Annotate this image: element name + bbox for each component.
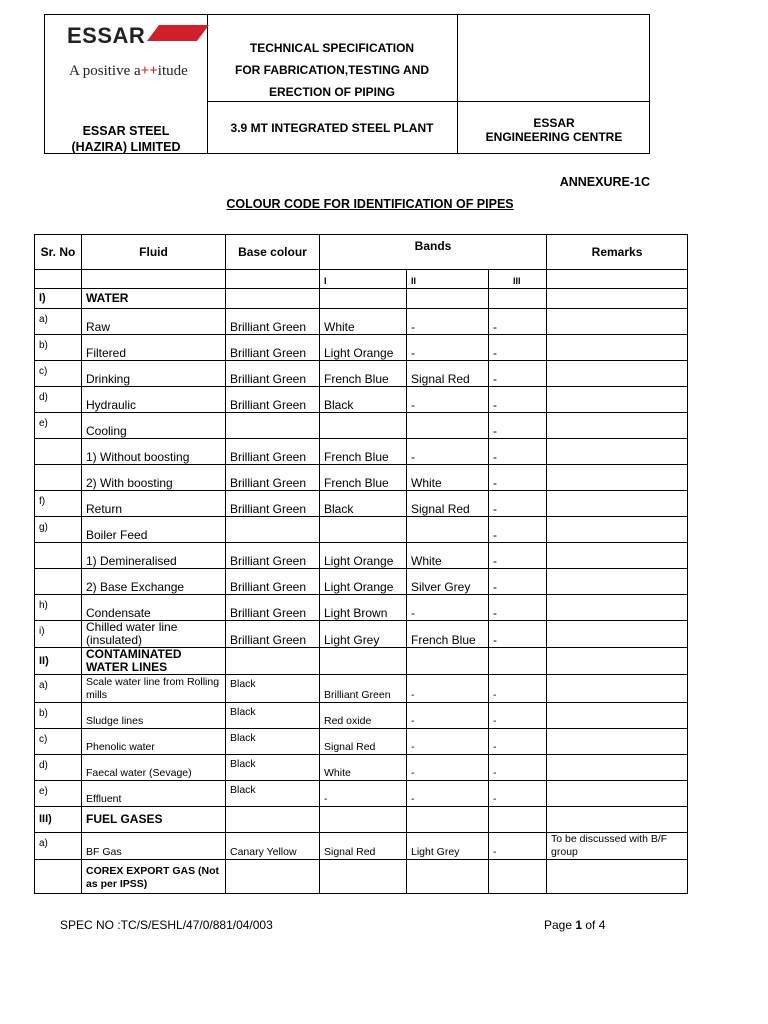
sr-no-cell: e) <box>35 781 82 807</box>
band-i-cell: French Blue <box>320 465 407 491</box>
band-i-cell: White <box>320 309 407 335</box>
base-colour-cell: Brilliant Green <box>226 569 320 595</box>
base-colour-cell <box>226 807 320 833</box>
band-ii-cell: - <box>407 755 489 781</box>
subheader-empty <box>226 270 320 289</box>
spec-title: TECHNICAL SPECIFICATION FOR FABRICATION,TESTING AND ERECTION OF PIPING <box>235 41 429 99</box>
band-i-cell <box>320 517 407 543</box>
colour-code-table <box>34 234 688 894</box>
fluid-cell: Scale water line from Rolling mills <box>82 675 226 703</box>
band-i-cell: Light Orange <box>320 569 407 595</box>
sr-no-cell: a) <box>35 833 82 860</box>
band-i-cell: Black <box>320 491 407 517</box>
table-row <box>35 729 688 755</box>
remarks-cell <box>547 703 688 729</box>
fluid-cell: FUEL GASES <box>82 807 226 833</box>
sr-no-cell: i) <box>35 621 82 648</box>
sr-no-cell: g) <box>35 517 82 543</box>
band-iii-cell: - <box>489 361 547 387</box>
band-ii-cell: Signal Red <box>407 361 489 387</box>
sr-no-cell: b) <box>35 703 82 729</box>
band-ii-cell: White <box>407 465 489 491</box>
fluid-cell: BF Gas <box>82 833 226 860</box>
band-i-cell <box>320 807 407 833</box>
annexure-label: ANNEXURE-1C <box>559 175 650 189</box>
subheader-empty <box>35 270 82 289</box>
section-row <box>35 648 688 675</box>
band-i-cell: Light Brown <box>320 595 407 621</box>
fluid-cell: Filtered <box>82 335 226 361</box>
band-i-cell: Signal Red <box>320 729 407 755</box>
band-iii-cell: - <box>489 439 547 465</box>
fluid-cell: Hydraulic <box>82 387 226 413</box>
sr-no-cell: a) <box>35 309 82 335</box>
table-row <box>35 703 688 729</box>
fluid-cell: 2) With boosting <box>82 465 226 491</box>
section-row <box>35 289 688 309</box>
table-row <box>35 517 688 543</box>
sr-no-cell: I) <box>35 289 82 309</box>
band-i-cell: Light Orange <box>320 335 407 361</box>
table-row <box>35 387 688 413</box>
remarks-cell <box>547 361 688 387</box>
company-name: ESSAR STEEL (HAZIRA) LIMITED <box>71 124 181 154</box>
logo-tagline: A positive a++itude <box>69 63 188 79</box>
sr-no-cell: d) <box>35 755 82 781</box>
base-colour-cell: Black <box>226 729 320 755</box>
remarks-cell <box>547 517 688 543</box>
remarks-cell <box>547 335 688 361</box>
remarks-cell <box>547 309 688 335</box>
band-iii-cell: - <box>489 595 547 621</box>
sr-no-cell: II) <box>35 648 82 675</box>
table-row <box>35 569 688 595</box>
band-iii-cell: - <box>489 335 547 361</box>
table-row <box>35 860 688 894</box>
band-iii-cell: - <box>489 729 547 755</box>
sr-no-cell: b) <box>35 335 82 361</box>
fluid-cell: 1) Without boosting <box>82 439 226 465</box>
fluid-cell: 1) Demineralised <box>82 543 226 569</box>
band-iii-cell: - <box>489 309 547 335</box>
band-ii-cell <box>407 860 489 894</box>
band-ii-cell <box>407 289 489 309</box>
fluid-cell: Raw <box>82 309 226 335</box>
subheader-empty <box>82 270 226 289</box>
band-ii-cell <box>407 648 489 675</box>
band-iii-cell: - <box>489 703 547 729</box>
band-i-cell <box>320 648 407 675</box>
sr-no-cell <box>35 543 82 569</box>
base-colour-cell: Brilliant Green <box>226 439 320 465</box>
table-row <box>35 361 688 387</box>
base-colour-cell: Brilliant Green <box>226 309 320 335</box>
base-colour-cell: Brilliant Green <box>226 465 320 491</box>
table-row <box>35 755 688 781</box>
table-row <box>35 465 688 491</box>
band-iii-cell: - <box>489 755 547 781</box>
sr-no-cell: f) <box>35 491 82 517</box>
sr-no-cell: c) <box>35 729 82 755</box>
fluid-cell: COREX EXPORT GAS (Not as per IPSS) <box>82 860 226 894</box>
band-i-cell: White <box>320 755 407 781</box>
band-i-cell <box>320 413 407 439</box>
remarks-cell <box>547 648 688 675</box>
band-iii-cell: - <box>489 569 547 595</box>
remarks-cell <box>547 439 688 465</box>
band-ii-cell: - <box>407 335 489 361</box>
band-ii-cell: - <box>407 703 489 729</box>
header-band-iii: III <box>489 270 547 289</box>
band-i-cell: Light Orange <box>320 543 407 569</box>
essar-logo <box>67 23 207 83</box>
band-iii-cell: - <box>489 543 547 569</box>
table-row <box>35 621 688 648</box>
base-colour-cell <box>226 289 320 309</box>
header-bands: Bands <box>320 235 547 270</box>
band-iii-cell: - <box>489 621 547 648</box>
logo-stripes-icon <box>145 25 209 53</box>
header-fluid: Fluid <box>82 235 226 270</box>
band-iii-cell <box>489 648 547 675</box>
band-iii-cell: - <box>489 413 547 439</box>
base-colour-cell: Black <box>226 755 320 781</box>
band-i-cell: Red oxide <box>320 703 407 729</box>
band-iii-cell <box>489 860 547 894</box>
header-sr-no: Sr. No <box>35 235 82 270</box>
table-row <box>35 335 688 361</box>
band-ii-cell <box>407 413 489 439</box>
fluid-cell: Condensate <box>82 595 226 621</box>
base-colour-cell: Black <box>226 781 320 807</box>
fluid-cell: Faecal water (Sevage) <box>82 755 226 781</box>
band-ii-cell <box>407 807 489 833</box>
sr-no-cell: III) <box>35 807 82 833</box>
remarks-cell <box>547 755 688 781</box>
base-colour-cell: Brilliant Green <box>226 335 320 361</box>
fluid-cell: Return <box>82 491 226 517</box>
remarks-cell <box>547 621 688 648</box>
band-ii-cell: - <box>407 781 489 807</box>
remarks-cell <box>547 675 688 703</box>
band-i-cell <box>320 289 407 309</box>
remarks-cell <box>547 465 688 491</box>
sr-no-cell: a) <box>35 675 82 703</box>
band-i-cell: - <box>320 781 407 807</box>
remarks-cell <box>547 387 688 413</box>
section-row <box>35 807 688 833</box>
remarks-cell <box>547 289 688 309</box>
band-ii-cell <box>407 517 489 543</box>
sr-no-cell <box>35 860 82 894</box>
header-band-ii: II <box>407 270 489 289</box>
band-i-cell: French Blue <box>320 361 407 387</box>
base-colour-cell: Black <box>226 703 320 729</box>
band-ii-cell: - <box>407 387 489 413</box>
remarks-cell <box>547 595 688 621</box>
table-row <box>35 833 688 860</box>
fluid-cell: Boiler Feed <box>82 517 226 543</box>
band-iii-cell: - <box>489 465 547 491</box>
page-title: COLOUR CODE FOR IDENTIFICATION OF PIPES <box>226 197 514 211</box>
remarks-cell <box>547 491 688 517</box>
table-subheader-row <box>35 270 688 289</box>
base-colour-cell: Brilliant Green <box>226 491 320 517</box>
table-row <box>35 439 688 465</box>
fluid-cell: Drinking <box>82 361 226 387</box>
fluid-cell: WATER <box>82 289 226 309</box>
band-iii-cell: - <box>489 517 547 543</box>
band-i-cell <box>320 860 407 894</box>
band-i-cell: Signal Red <box>320 833 407 860</box>
remarks-cell <box>547 807 688 833</box>
base-colour-cell <box>226 517 320 543</box>
band-iii-cell: - <box>489 387 547 413</box>
band-iii-cell: - <box>489 675 547 703</box>
remarks-cell <box>547 729 688 755</box>
base-colour-cell: Brilliant Green <box>226 595 320 621</box>
band-iii-cell <box>489 807 547 833</box>
table-row <box>35 413 688 439</box>
fluid-cell: Cooling <box>82 413 226 439</box>
band-ii-cell: Silver Grey <box>407 569 489 595</box>
band-iii-cell: - <box>489 833 547 860</box>
remarks-cell <box>547 569 688 595</box>
plant-name: 3.9 MT INTEGRATED STEEL PLANT <box>230 121 434 135</box>
table-row <box>35 781 688 807</box>
spec-number: SPEC NO :TC/S/ESHL/47/0/881/04/003 <box>60 918 273 932</box>
base-colour-cell <box>226 648 320 675</box>
band-ii-cell: White <box>407 543 489 569</box>
subheader-empty <box>547 270 688 289</box>
table-row <box>35 309 688 335</box>
fluid-cell: Chilled water line (insulated) <box>82 621 226 648</box>
remarks-cell: To be discussed with B/F group <box>547 833 688 860</box>
sr-no-cell: d) <box>35 387 82 413</box>
remarks-cell <box>547 543 688 569</box>
remarks-cell <box>547 413 688 439</box>
band-iii-cell: - <box>489 781 547 807</box>
sr-no-cell: e) <box>35 413 82 439</box>
band-i-cell: Brilliant Green <box>320 675 407 703</box>
sr-no-cell <box>35 569 82 595</box>
table-header-row <box>35 235 688 270</box>
band-iii-cell: - <box>489 491 547 517</box>
fluid-cell: Phenolic water <box>82 729 226 755</box>
remarks-cell <box>547 781 688 807</box>
base-colour-cell: Brilliant Green <box>226 361 320 387</box>
page-number: Page 1 of 4 <box>544 918 606 932</box>
sr-no-cell <box>35 465 82 491</box>
band-ii-cell: Signal Red <box>407 491 489 517</box>
band-ii-cell: - <box>407 595 489 621</box>
remarks-cell <box>547 860 688 894</box>
header-band-i: I <box>320 270 407 289</box>
base-colour-cell: Brilliant Green <box>226 543 320 569</box>
base-colour-cell <box>226 413 320 439</box>
band-iii-cell <box>489 289 547 309</box>
band-ii-cell: Light Grey <box>407 833 489 860</box>
table-row <box>35 675 688 703</box>
band-i-cell: French Blue <box>320 439 407 465</box>
base-colour-cell: Brilliant Green <box>226 621 320 648</box>
base-colour-cell: Black <box>226 675 320 703</box>
fluid-cell: Sludge lines <box>82 703 226 729</box>
fluid-cell: CONTAMINATED WATER LINES <box>82 648 226 675</box>
base-colour-cell: Brilliant Green <box>226 387 320 413</box>
sr-no-cell: h) <box>35 595 82 621</box>
fluid-cell: 2) Base Exchange <box>82 569 226 595</box>
document-header <box>44 14 650 154</box>
band-ii-cell: - <box>407 729 489 755</box>
band-i-cell: Light Grey <box>320 621 407 648</box>
base-colour-cell <box>226 860 320 894</box>
fluid-cell: Effluent <box>82 781 226 807</box>
sr-no-cell <box>35 439 82 465</box>
engineering-centre: ESSAR ENGINEERING CENTRE <box>485 116 623 144</box>
header-base-colour: Base colour <box>226 235 320 270</box>
band-ii-cell: - <box>407 675 489 703</box>
table-row <box>35 491 688 517</box>
header-remarks: Remarks <box>547 235 688 270</box>
band-i-cell: Black <box>320 387 407 413</box>
table-row <box>35 543 688 569</box>
band-ii-cell: - <box>407 309 489 335</box>
band-ii-cell: - <box>407 439 489 465</box>
band-ii-cell: French Blue <box>407 621 489 648</box>
table-row <box>35 595 688 621</box>
sr-no-cell: c) <box>35 361 82 387</box>
base-colour-cell: Canary Yellow <box>226 833 320 860</box>
logo-wordmark: ESSAR <box>67 23 146 48</box>
